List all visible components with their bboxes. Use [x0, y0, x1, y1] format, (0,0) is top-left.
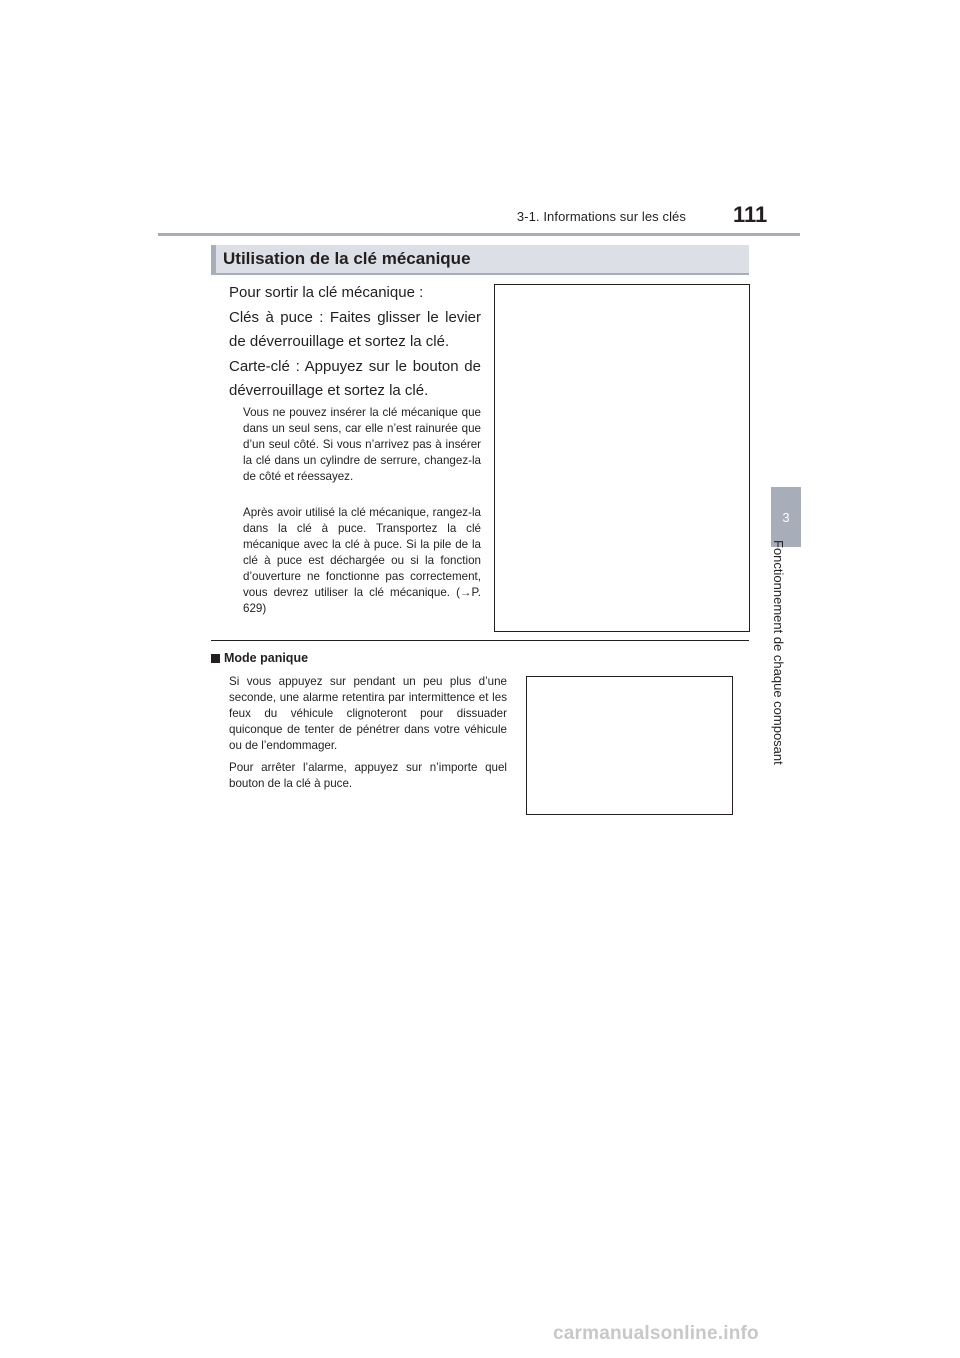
panic-mode-stop-text: Pour arrêter l’alarme, appuyez sur n’importe quel bouton de la clé à puce. — [229, 761, 507, 790]
header-rule — [158, 233, 800, 236]
chapter-number: 3 — [782, 509, 790, 525]
panic-mode-title: Mode panique — [224, 651, 309, 665]
intro-text: Pour sortir la clé mécanique : — [229, 284, 424, 301]
section-divider — [211, 640, 749, 641]
panic-button-illustration — [526, 676, 733, 815]
mechanical-key-illustration — [494, 284, 750, 632]
chapter-tab — [771, 487, 801, 547]
running-header-section: 3-1. Informations sur les clés — [516, 209, 686, 224]
square-bullet-icon — [211, 654, 220, 663]
section-heading-accent — [211, 245, 216, 275]
section-heading: Utilisation de la clé mécanique — [223, 249, 471, 268]
note-storage: Après avoir utilisé la clé mécanique, rangez-la dans la clé à puce. Transportez la clé mécanique avec la clé à puce. Si la pile de la clé à puce est déchargée ou si la fonction d’ouverture ne fonctionne pas correctement, vous devrez utiliser la clé mécanique. (→P. 629) — [243, 506, 481, 615]
panic-mode-text: Si vous appuyez sur pendant un peu plus d’une seconde, une alarme retentira par intermittence et les feux du véhicule clignoteront pour dissuader quiconque de tenter de pénétrer dans votre véhicule ou de l’endommager. — [229, 675, 507, 752]
page-number: 111 — [733, 202, 768, 227]
section-heading-bar — [211, 245, 749, 275]
chapter-title-vertical: Fonctionnement de chaque composant — [771, 540, 786, 765]
card-key-step: Carte-clé : Appuyez sur le bouton de déverrouillage et sortez la clé. — [229, 358, 481, 399]
panic-mode-heading — [211, 651, 308, 665]
note-insert: Vous ne pouvez insérer la clé mécanique que dans un seul sens, car elle n’est rainurée que d’un seul côté. Si vous n’arrivez pas à insérer la clé dans un cylindre de serrure, changez-la de côté et réessayez. — [243, 406, 481, 483]
watermark: carmanualsonline.info — [553, 1323, 759, 1344]
smart-key-step: Clés à puce : Faites glisser le levier de déverrouillage et sortez la clé. — [229, 309, 481, 350]
